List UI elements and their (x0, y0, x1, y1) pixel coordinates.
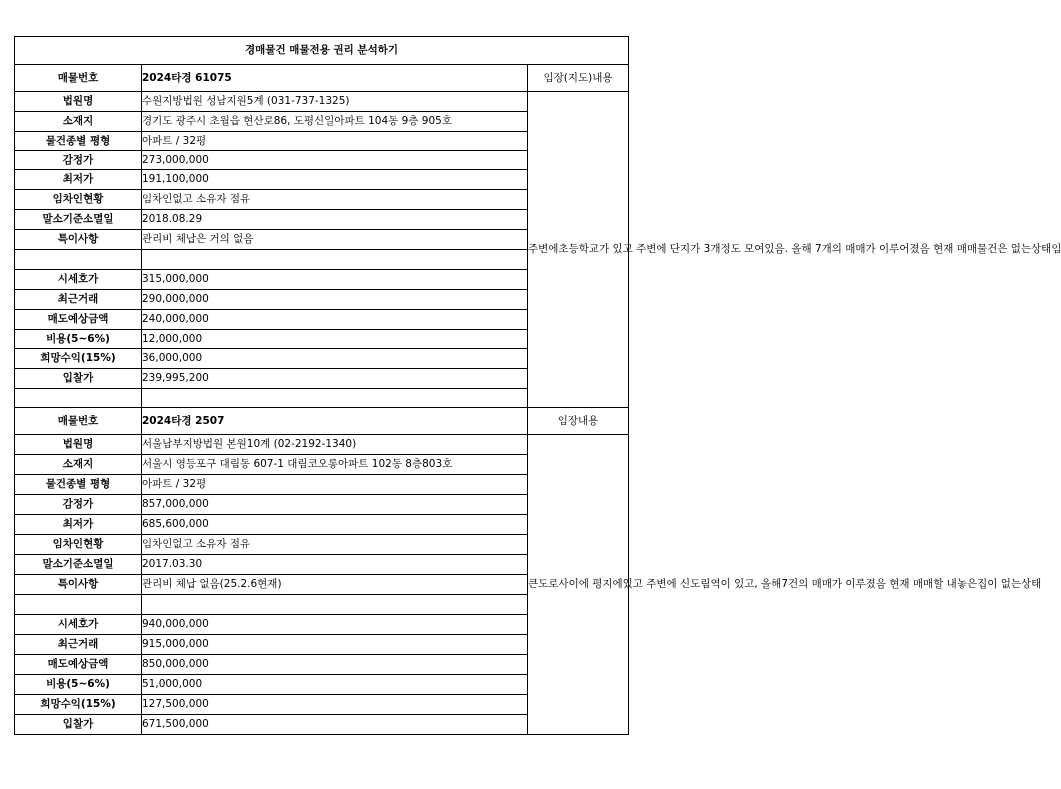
property1-empty-value (142, 250, 528, 270)
property2-tenant: 임차인없고 소유자 점유 (142, 535, 528, 555)
property1-trailing-empty-value (142, 389, 528, 408)
property2-special: 관리비 체납 없음(25.2.6현재) (142, 575, 528, 595)
property2-notes: 큰도로사이에 평지에있고 주변에 신도림역이 있고, 올해7건의 매매가 이루졌음 현재 매매할 내놓은집이 없는상태 (528, 435, 629, 735)
property1-trailing-empty-label (15, 389, 142, 408)
property1-profit-label: 희망수익(15%) (15, 349, 142, 369)
property1-minimum: 191,100,000 (142, 170, 528, 190)
property1-type: 아파트 / 32평 (142, 132, 528, 151)
property1-address: 경기도 광주시 초월읍 현산로86, 도평신일아파트 104동 9층 905호 (142, 112, 528, 132)
property1-tenant-label: 임차인현황 (15, 190, 142, 210)
property1-number: 2024타경 61075 (142, 65, 528, 92)
property2-profit: 127,500,000 (142, 695, 528, 715)
property1-bid: 239,995,200 (142, 369, 528, 389)
sheet-title: 경매물건 매물전용 권리 분석하기 (15, 37, 629, 65)
property1-notes: 주변에초등학교가 있고 주변에 단지가 3개정도 모여있음. 올해 7개의 매매가 이루어졌음 현재 매매물건은 없는상태임 (528, 92, 629, 408)
property1-market-label: 시세호가 (15, 270, 142, 290)
property2-number-label: 매물번호 (15, 408, 142, 435)
property2-court: 서울남부지방법원 본원10계 (02-2192-1340) (142, 435, 528, 455)
auction-analysis-table (14, 36, 1061, 735)
property1-notes-header: 임장(지도)내용 (528, 65, 629, 92)
property1-number-label: 매물번호 (15, 65, 142, 92)
property1-empty-label (15, 250, 142, 270)
property1-cost-label: 비용(5~6%) (15, 330, 142, 349)
property1-court-label: 법원명 (15, 92, 142, 112)
property1-special-label: 특이사항 (15, 230, 142, 250)
property2-minimum: 685,600,000 (142, 515, 528, 535)
property2-cost: 51,000,000 (142, 675, 528, 695)
property1-tenant: 임차인없고 소유자 점유 (142, 190, 528, 210)
property1-court: 수원지방법원 성남지원5계 (031-737-1325) (142, 92, 528, 112)
property2-appraisal: 857,000,000 (142, 495, 528, 515)
property2-deadline-label: 말소기준소멸일 (15, 555, 142, 575)
property2-address: 서울시 영등포구 대림동 607-1 대림코오롱아파트 102동 8층803호 (142, 455, 528, 475)
property1-appraisal: 273,000,000 (142, 151, 528, 170)
property1-special: 관리비 체납은 거의 없음 (142, 230, 528, 250)
property2-minimum-label: 최저가 (15, 515, 142, 535)
property1-expected: 240,000,000 (142, 310, 528, 330)
property2-appraisal-label: 감정가 (15, 495, 142, 515)
property1-profit: 36,000,000 (142, 349, 528, 369)
property2-recent-label: 최근거래 (15, 635, 142, 655)
property1-deadline-label: 말소기준소멸일 (15, 210, 142, 230)
property1-type-label: 물건종별 평형 (15, 132, 142, 151)
property2-tenant-label: 임차인현황 (15, 535, 142, 555)
property2-deadline: 2017.03.30 (142, 555, 528, 575)
property2-special-label: 특이사항 (15, 575, 142, 595)
property1-deadline: 2018.08.29 (142, 210, 528, 230)
property1-expected-label: 매도예상금액 (15, 310, 142, 330)
property1-appraisal-label: 감정가 (15, 151, 142, 170)
property2-profit-label: 희망수익(15%) (15, 695, 142, 715)
property1-recent: 290,000,000 (142, 290, 528, 310)
property2-market: 940,000,000 (142, 615, 528, 635)
property2-bid: 671,500,000 (142, 715, 528, 735)
property2-court-label: 법원명 (15, 435, 142, 455)
property2-expected-label: 매도예상금액 (15, 655, 142, 675)
property2-cost-label: 비용(5~6%) (15, 675, 142, 695)
property2-recent: 915,000,000 (142, 635, 528, 655)
property2-empty-label (15, 595, 142, 615)
property1-market: 315,000,000 (142, 270, 528, 290)
property2-number: 2024타경 2507 (142, 408, 528, 435)
property1-recent-label: 최근거래 (15, 290, 142, 310)
property2-notes-header: 임장내용 (528, 408, 629, 435)
property1-minimum-label: 최저가 (15, 170, 142, 190)
property1-address-label: 소재지 (15, 112, 142, 132)
property1-bid-label: 입찰가 (15, 369, 142, 389)
property2-market-label: 시세호가 (15, 615, 142, 635)
property1-cost: 12,000,000 (142, 330, 528, 349)
property2-empty-value (142, 595, 528, 615)
property2-address-label: 소재지 (15, 455, 142, 475)
property2-bid-label: 입찰가 (15, 715, 142, 735)
property2-expected: 850,000,000 (142, 655, 528, 675)
property2-type-label: 물건종별 평형 (15, 475, 142, 495)
property2-type: 아파트 / 32평 (142, 475, 528, 495)
